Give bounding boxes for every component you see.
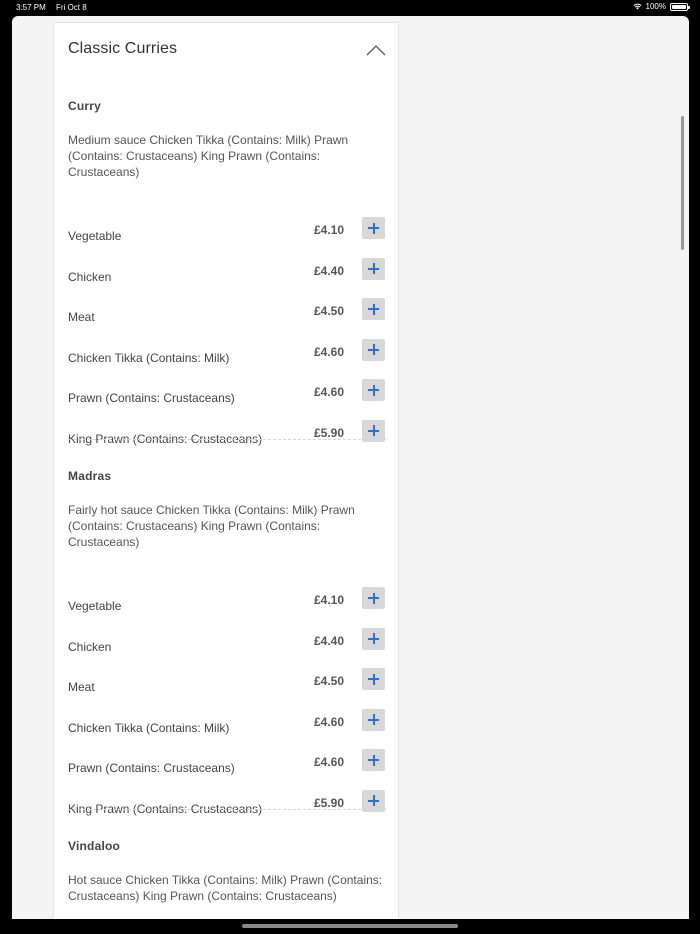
item-name: Vegetable [68,599,122,613]
menu-item [68,376,386,417]
item-price: £5.90 [313,425,344,440]
add-item-button[interactable] [362,587,385,609]
category-description: Hot sauce Chicken Tikka (Contains: Milk) Prawn (Contains: Crustaceans) King Prawn (Contains: Crustaceans) [68,873,383,903]
menu-item [68,706,386,747]
item-name: Meat [68,310,95,325]
item-price: £4.60 [313,714,344,729]
category-curry [68,99,386,458]
plus-icon [368,223,379,234]
plus-icon [368,425,379,436]
item-name: King Prawn (Contains: Crustaceans) [68,431,263,446]
add-item-button[interactable] [362,258,385,280]
plus-icon [368,263,379,274]
item-price: £4.40 [313,633,344,648]
menu-item [68,214,386,255]
chevron-up-icon[interactable] [366,44,386,56]
category-name: Curry [68,99,102,113]
category-description: Fairly hot sauce Chicken Tikka (Contains: Milk) Prawn (Contains: Crustaceans) King Prawn (Contains: Crustaceans) [68,503,355,549]
status-bar [0,0,700,14]
plus-icon [368,633,379,644]
add-item-button[interactable] [362,668,385,690]
item-price: £4.60 [313,344,344,359]
category-madras [68,469,386,828]
status-right [633,2,688,11]
item-name: Chicken [68,639,112,654]
menu-item [68,746,386,787]
menu-item [68,625,386,666]
category-vindaloo [68,839,386,904]
status-time: 3:57 PM [16,3,46,12]
item-price: £4.10 [313,223,344,237]
add-item-button[interactable] [362,339,385,361]
section-title: Classic Curries [68,40,178,57]
menu-item [68,417,386,458]
item-price: £4.10 [313,593,344,607]
add-item-button[interactable] [362,298,385,320]
plus-icon [368,593,379,604]
item-name: Chicken Tikka (Contains: Milk) [68,720,230,735]
plus-icon [368,674,379,685]
section-header[interactable] [68,40,386,64]
add-item-button[interactable] [362,709,385,731]
plus-icon [368,385,379,396]
wifi-icon [633,3,642,10]
item-price: £4.60 [313,755,344,770]
item-name: Meat [68,680,95,695]
plus-icon [368,344,379,355]
category-name: Madras [68,469,112,483]
menu-item [68,665,386,706]
battery-icon [670,3,688,11]
item-price: £5.90 [313,795,344,810]
menu-item [68,787,386,828]
item-price: £4.40 [313,263,344,278]
status-date: Fri Oct 8 [56,3,87,12]
plus-icon [368,795,379,806]
item-name: Prawn (Contains: Crustaceans) [68,761,235,776]
add-item-button[interactable] [362,379,385,401]
add-item-button[interactable] [362,628,385,650]
app-screen [12,16,689,919]
menu-panel [53,22,399,919]
scrollbar-thumb[interactable] [681,116,684,250]
add-item-button[interactable] [362,217,385,239]
item-name: Chicken Tikka (Contains: Milk) [68,350,230,365]
item-list [68,214,386,458]
menu-item [68,295,386,336]
item-name: Chicken [68,269,112,284]
item-price: £4.50 [313,674,344,689]
category-name: Vindaloo [68,839,121,853]
item-list [68,584,386,828]
add-item-button[interactable] [362,749,385,771]
plus-icon [368,714,379,725]
menu-item [68,584,386,625]
item-name: Prawn (Contains: Crustaceans) [68,391,235,406]
menu-item [68,255,386,296]
plus-icon [368,304,379,315]
item-price: £4.60 [313,385,344,400]
item-price: £4.50 [313,304,344,319]
category-description: Medium sauce Chicken Tikka (Contains: Milk) Prawn (Contains: Crustaceans) King Prawn (Contains: Crustaceans) [68,133,349,179]
panel-divider [54,22,398,23]
battery-percent: 100% [645,2,666,11]
category-divider [68,439,386,440]
home-indicator[interactable] [242,924,458,928]
item-name: Vegetable [68,229,122,243]
item-name: King Prawn (Contains: Crustaceans) [68,801,263,816]
plus-icon [368,755,379,766]
category-divider [68,809,386,810]
menu-item [68,336,386,377]
